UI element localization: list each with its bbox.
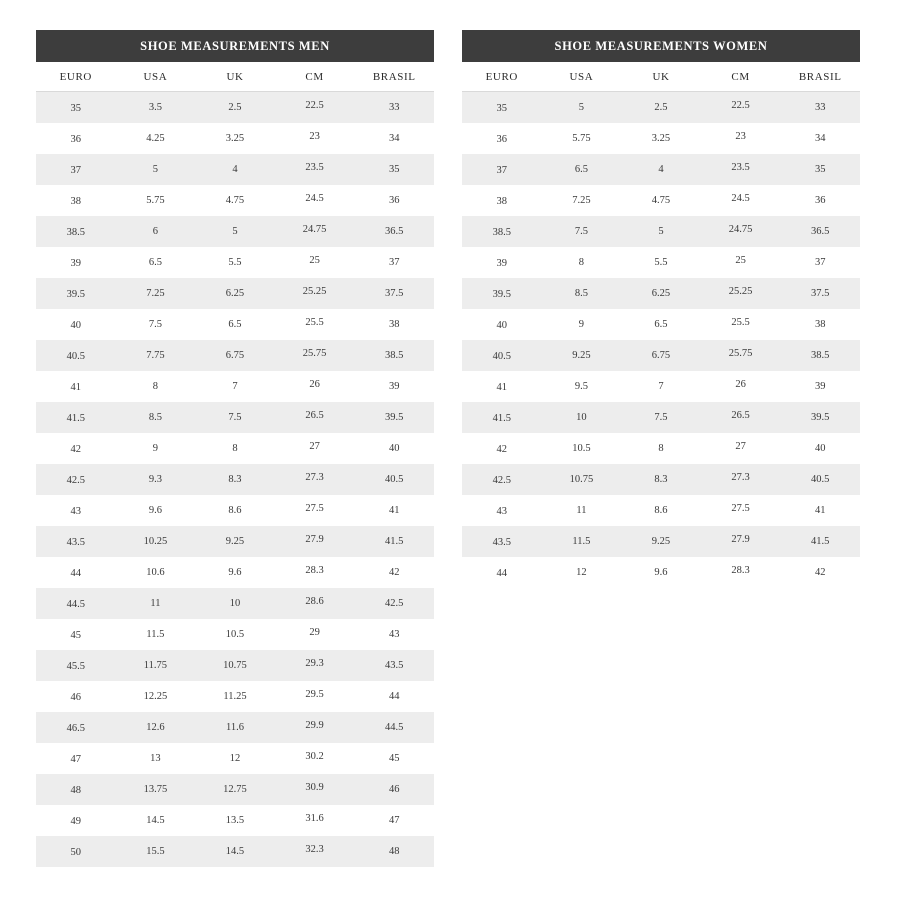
table-cell: 9.6: [195, 557, 275, 588]
table-cell: 11.5: [116, 619, 196, 650]
table-cell: 50: [36, 836, 116, 867]
table-cell: 5.5: [195, 247, 275, 278]
table-cell: 26: [275, 371, 355, 402]
table-cell: 36: [354, 185, 434, 216]
table-cell: 3.25: [621, 123, 701, 154]
table-cell: 37: [354, 247, 434, 278]
table-cell: 7: [195, 371, 275, 402]
table-cell: 28.3: [275, 557, 355, 588]
table-cell: 5: [195, 216, 275, 247]
table-cell: 10.75: [195, 650, 275, 681]
table-row: [36, 619, 434, 650]
table-row: [36, 433, 434, 464]
table-cell: 27.9: [701, 526, 781, 557]
table-row: [36, 681, 434, 712]
table-cell: 41: [36, 371, 116, 402]
column-header-brasil: BRASIL: [780, 62, 860, 92]
table-cell: 6.25: [195, 278, 275, 309]
table-cell: 36.5: [354, 216, 434, 247]
table-cell: 5: [542, 92, 622, 124]
table-cell: 9.3: [116, 464, 196, 495]
table-cell: 4.75: [195, 185, 275, 216]
table-cell: 10.75: [542, 464, 622, 495]
table-cell: 35: [462, 92, 542, 124]
table-cell: 25.75: [701, 340, 781, 371]
table-cell: 6.75: [195, 340, 275, 371]
table-cell: 4.75: [621, 185, 701, 216]
table-cell: 9.6: [116, 495, 196, 526]
table-cell: 10.25: [116, 526, 196, 557]
table-cell: 11: [116, 588, 196, 619]
table-cell: 11: [542, 495, 622, 526]
table-cell: 23.5: [701, 154, 781, 185]
table-row: [36, 588, 434, 619]
table-row: [462, 433, 860, 464]
table-cell: 45.5: [36, 650, 116, 681]
table-cell: 27.3: [701, 464, 781, 495]
table-cell: 7.5: [195, 402, 275, 433]
column-header-euro: EURO: [36, 62, 116, 92]
table-cell: 8: [621, 433, 701, 464]
table-row: [462, 464, 860, 495]
table-cell: 30.2: [275, 743, 355, 774]
table-cell: 14.5: [195, 836, 275, 867]
table-cell: 12: [542, 557, 622, 588]
table-cell: 39: [780, 371, 860, 402]
table-cell: 29: [275, 619, 355, 650]
table-cell: 13.75: [116, 774, 196, 805]
column-header-brasil: BRASIL: [354, 62, 434, 92]
table-cell: 27.5: [275, 495, 355, 526]
table-cell: 10: [542, 402, 622, 433]
table-cell: 37.5: [780, 278, 860, 309]
table-cell: 41.5: [780, 526, 860, 557]
table-cell: 8.6: [195, 495, 275, 526]
table-cell: 6.75: [621, 340, 701, 371]
table-cell: 36: [462, 123, 542, 154]
table-cell: 13.5: [195, 805, 275, 836]
table-cell: 37.5: [354, 278, 434, 309]
table-cell: 4: [195, 154, 275, 185]
table-cell: 40.5: [36, 340, 116, 371]
table-cell: 7.25: [116, 278, 196, 309]
table-cell: 37: [780, 247, 860, 278]
table-cell: 24.75: [701, 216, 781, 247]
table-cell: 9.25: [542, 340, 622, 371]
table-cell: 44.5: [36, 588, 116, 619]
table-cell: 12.6: [116, 712, 196, 743]
table-row: [36, 92, 434, 124]
table-cell: 27: [275, 433, 355, 464]
men-size-chart: [36, 30, 434, 867]
table-cell: 14.5: [116, 805, 196, 836]
table-cell: 41: [462, 371, 542, 402]
table-cell: 44: [354, 681, 434, 712]
table-row: [36, 526, 434, 557]
table-row: [462, 154, 860, 185]
table-cell: 27.5: [701, 495, 781, 526]
table-cell: 9: [542, 309, 622, 340]
table-cell: 42.5: [462, 464, 542, 495]
table-cell: 39: [36, 247, 116, 278]
table-cell: 45: [36, 619, 116, 650]
table-cell: 24.5: [701, 185, 781, 216]
table-cell: 39: [462, 247, 542, 278]
table-cell: 27.3: [275, 464, 355, 495]
column-header-usa: USA: [542, 62, 622, 92]
table-cell: 10.6: [116, 557, 196, 588]
men-table-body: [36, 92, 434, 868]
table-cell: 46: [354, 774, 434, 805]
table-cell: 8.3: [621, 464, 701, 495]
column-header-uk: UK: [621, 62, 701, 92]
table-cell: 12.25: [116, 681, 196, 712]
table-cell: 34: [354, 123, 434, 154]
table-cell: 47: [36, 743, 116, 774]
table-cell: 31.6: [275, 805, 355, 836]
men-table-head: [36, 62, 434, 92]
table-cell: 38: [780, 309, 860, 340]
women-table-body: [462, 92, 860, 589]
table-cell: 9.5: [542, 371, 622, 402]
table-cell: 48: [36, 774, 116, 805]
table-cell: 42: [462, 433, 542, 464]
table-cell: 9.25: [195, 526, 275, 557]
table-row: [36, 278, 434, 309]
table-cell: 7.25: [542, 185, 622, 216]
table-cell: 44.5: [354, 712, 434, 743]
table-cell: 7.5: [621, 402, 701, 433]
table-cell: 42.5: [36, 464, 116, 495]
table-cell: 45: [354, 743, 434, 774]
table-row: [36, 557, 434, 588]
table-cell: 9.25: [621, 526, 701, 557]
table-cell: 43.5: [354, 650, 434, 681]
table-cell: 8: [195, 433, 275, 464]
table-cell: 8.6: [621, 495, 701, 526]
table-row: [36, 774, 434, 805]
table-cell: 10: [195, 588, 275, 619]
table-cell: 41.5: [462, 402, 542, 433]
table-row: [36, 185, 434, 216]
table-cell: 8: [116, 371, 196, 402]
table-cell: 34: [780, 123, 860, 154]
table-row: [36, 495, 434, 526]
men-size-table: [36, 30, 434, 867]
table-cell: 43: [462, 495, 542, 526]
table-row: [36, 340, 434, 371]
column-header-cm: CM: [275, 62, 355, 92]
table-cell: 26.5: [275, 402, 355, 433]
table-cell: 39: [354, 371, 434, 402]
table-cell: 39.5: [462, 278, 542, 309]
table-row: [462, 526, 860, 557]
table-cell: 2.5: [195, 92, 275, 124]
table-cell: 22.5: [275, 92, 355, 124]
table-cell: 23: [275, 123, 355, 154]
table-cell: 38: [36, 185, 116, 216]
table-cell: 41: [354, 495, 434, 526]
table-cell: 47: [354, 805, 434, 836]
table-cell: 44: [36, 557, 116, 588]
table-cell: 40: [36, 309, 116, 340]
table-cell: 6.5: [195, 309, 275, 340]
table-cell: 42: [354, 557, 434, 588]
column-header-euro: EURO: [462, 62, 542, 92]
table-row: [36, 712, 434, 743]
table-cell: 9: [116, 433, 196, 464]
table-cell: 35: [780, 154, 860, 185]
table-cell: 5.75: [116, 185, 196, 216]
table-row: [462, 278, 860, 309]
table-cell: 7: [621, 371, 701, 402]
table-cell: 30.9: [275, 774, 355, 805]
table-cell: 11.5: [542, 526, 622, 557]
table-cell: 11.6: [195, 712, 275, 743]
women-table-title: SHOE MEASUREMENTS WOMEN: [462, 30, 860, 62]
table-cell: 39.5: [354, 402, 434, 433]
table-cell: 11.25: [195, 681, 275, 712]
table-cell: 24.75: [275, 216, 355, 247]
table-cell: 25: [275, 247, 355, 278]
table-cell: 43: [354, 619, 434, 650]
table-cell: 10.5: [542, 433, 622, 464]
table-cell: 35: [36, 92, 116, 124]
table-cell: 29.5: [275, 681, 355, 712]
table-cell: 40: [462, 309, 542, 340]
table-cell: 25.25: [275, 278, 355, 309]
table-row: [462, 495, 860, 526]
table-cell: 15.5: [116, 836, 196, 867]
table-cell: 41.5: [354, 526, 434, 557]
table-cell: 46: [36, 681, 116, 712]
table-cell: 12.75: [195, 774, 275, 805]
table-cell: 5: [621, 216, 701, 247]
table-cell: 44: [462, 557, 542, 588]
table-cell: 38.5: [780, 340, 860, 371]
table-cell: 40: [354, 433, 434, 464]
table-row: [36, 805, 434, 836]
table-row: [462, 309, 860, 340]
table-cell: 26: [701, 371, 781, 402]
table-cell: 40.5: [462, 340, 542, 371]
column-header-uk: UK: [195, 62, 275, 92]
table-cell: 27: [701, 433, 781, 464]
table-cell: 41.5: [36, 402, 116, 433]
table-cell: 29.9: [275, 712, 355, 743]
table-row: [462, 340, 860, 371]
table-cell: 25.5: [701, 309, 781, 340]
table-cell: 23: [701, 123, 781, 154]
table-cell: 43.5: [36, 526, 116, 557]
table-cell: 2.5: [621, 92, 701, 124]
table-cell: 48: [354, 836, 434, 867]
table-cell: 27.9: [275, 526, 355, 557]
table-row: [36, 216, 434, 247]
table-cell: 37: [462, 154, 542, 185]
men-table-title: SHOE MEASUREMENTS MEN: [36, 30, 434, 62]
table-cell: 33: [354, 92, 434, 124]
table-cell: 5.75: [542, 123, 622, 154]
table-cell: 38.5: [354, 340, 434, 371]
table-row: [36, 402, 434, 433]
table-cell: 36: [36, 123, 116, 154]
table-cell: 3.25: [195, 123, 275, 154]
table-row: [462, 185, 860, 216]
table-cell: 10.5: [195, 619, 275, 650]
table-row: [462, 247, 860, 278]
table-cell: 9.6: [621, 557, 701, 588]
table-cell: 8.3: [195, 464, 275, 495]
table-cell: 32.3: [275, 836, 355, 867]
table-cell: 23.5: [275, 154, 355, 185]
table-cell: 12: [195, 743, 275, 774]
table-row: [462, 123, 860, 154]
table-cell: 41: [780, 495, 860, 526]
table-cell: 40.5: [780, 464, 860, 495]
table-cell: 6.5: [116, 247, 196, 278]
table-cell: 11.75: [116, 650, 196, 681]
table-cell: 25.5: [275, 309, 355, 340]
table-cell: 24.5: [275, 185, 355, 216]
table-cell: 29.3: [275, 650, 355, 681]
table-cell: 37: [36, 154, 116, 185]
table-cell: 38: [354, 309, 434, 340]
table-row: [462, 557, 860, 588]
women-table-head: [462, 62, 860, 92]
table-header-row: [36, 62, 434, 92]
table-cell: 6: [116, 216, 196, 247]
table-row: [462, 402, 860, 433]
table-cell: 39.5: [780, 402, 860, 433]
table-row: [462, 92, 860, 124]
table-cell: 7.75: [116, 340, 196, 371]
table-row: [36, 154, 434, 185]
table-row: [36, 650, 434, 681]
table-row: [36, 247, 434, 278]
table-cell: 8.5: [116, 402, 196, 433]
table-cell: 25.75: [275, 340, 355, 371]
column-header-cm: CM: [701, 62, 781, 92]
table-cell: 26.5: [701, 402, 781, 433]
table-cell: 36.5: [780, 216, 860, 247]
table-cell: 36: [780, 185, 860, 216]
table-row: [36, 743, 434, 774]
table-cell: 38: [462, 185, 542, 216]
women-size-chart: [462, 30, 860, 588]
table-cell: 28.3: [701, 557, 781, 588]
table-row: [462, 371, 860, 402]
table-cell: 42: [36, 433, 116, 464]
table-row: [462, 216, 860, 247]
women-size-table: [462, 30, 860, 588]
table-row: [36, 371, 434, 402]
table-header-row: [462, 62, 860, 92]
table-cell: 38.5: [462, 216, 542, 247]
table-cell: 43.5: [462, 526, 542, 557]
column-header-usa: USA: [116, 62, 196, 92]
table-cell: 42: [780, 557, 860, 588]
table-cell: 25.25: [701, 278, 781, 309]
table-cell: 7.5: [542, 216, 622, 247]
table-row: [36, 123, 434, 154]
table-cell: 39.5: [36, 278, 116, 309]
table-row: [36, 464, 434, 495]
table-cell: 3.5: [116, 92, 196, 124]
table-cell: 6.5: [542, 154, 622, 185]
table-row: [36, 309, 434, 340]
table-cell: 38.5: [36, 216, 116, 247]
table-cell: 46.5: [36, 712, 116, 743]
table-cell: 28.6: [275, 588, 355, 619]
table-cell: 42.5: [354, 588, 434, 619]
table-cell: 5.5: [621, 247, 701, 278]
table-cell: 33: [780, 92, 860, 124]
table-cell: 13: [116, 743, 196, 774]
table-cell: 25: [701, 247, 781, 278]
table-cell: 8.5: [542, 278, 622, 309]
table-cell: 49: [36, 805, 116, 836]
table-cell: 40: [780, 433, 860, 464]
table-cell: 4.25: [116, 123, 196, 154]
table-cell: 7.5: [116, 309, 196, 340]
table-cell: 4: [621, 154, 701, 185]
table-cell: 22.5: [701, 92, 781, 124]
table-cell: 8: [542, 247, 622, 278]
table-cell: 5: [116, 154, 196, 185]
table-row: [36, 836, 434, 867]
table-cell: 35: [354, 154, 434, 185]
table-cell: 43: [36, 495, 116, 526]
table-cell: 6.5: [621, 309, 701, 340]
table-cell: 6.25: [621, 278, 701, 309]
table-cell: 40.5: [354, 464, 434, 495]
